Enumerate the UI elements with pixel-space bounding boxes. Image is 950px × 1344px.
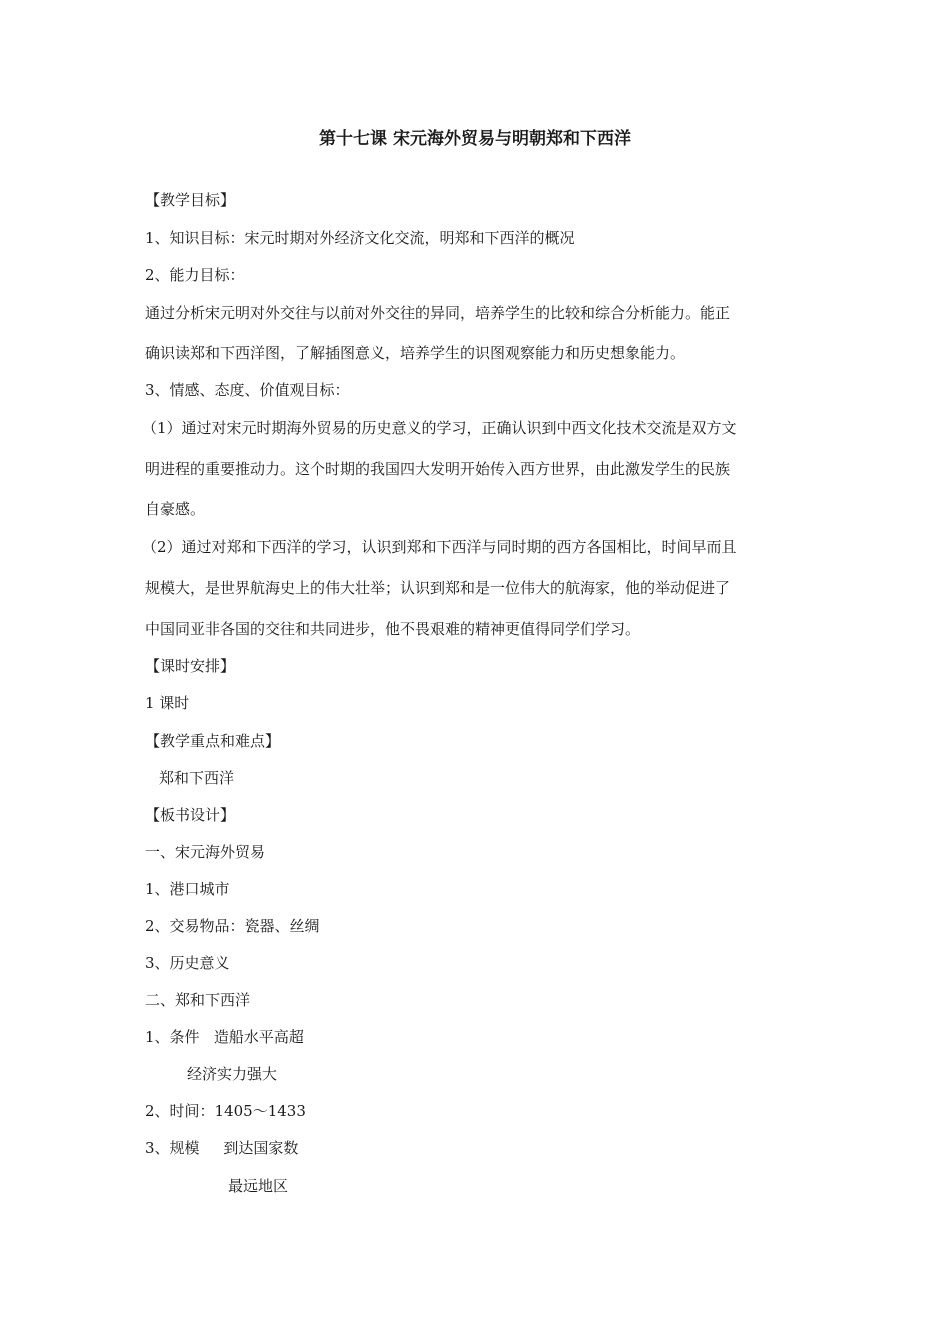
board-item-scale: 3、规模 到达国家数 bbox=[145, 1139, 299, 1157]
board-item-port-cities: 1、港口城市 bbox=[145, 880, 230, 898]
board-section-2: 二、郑和下西洋 bbox=[145, 991, 251, 1009]
emotion-goal-2-line-1: （2）通过对郑和下西洋的学习，认识到郑和下西洋与同时期的西方各国相比，时间早而且 bbox=[142, 538, 737, 556]
heading-key-points: 【教学重点和难点】 bbox=[145, 732, 281, 750]
emotion-goal-2-line-3: 中国同亚非各国的交往和共同进步，他不畏艰难的精神更值得同学们学习。 bbox=[145, 620, 641, 638]
document-title: 第十七课 宋元海外贸易与明朝郑和下西洋 bbox=[319, 129, 631, 149]
ability-goal-text-1: 通过分析宋元明对外交往与以前对外交往的异同，培养学生的比较和综合分析能力。能正 bbox=[145, 304, 731, 322]
board-item-conditions-2: 经济实力强大 bbox=[187, 1065, 278, 1083]
ability-goal-heading: 2、能力目标： bbox=[145, 266, 245, 284]
board-item-scale-2: 最远地区 bbox=[228, 1177, 289, 1195]
heading-board-design: 【板书设计】 bbox=[145, 806, 236, 824]
emotion-goal-2-line-2: 规模大，是世界航海史上的伟大壮举；认识到郑和是一位伟大的航海家，他的举动促进了 bbox=[145, 579, 731, 597]
emotion-goal-1-line-3: 自豪感。 bbox=[145, 500, 206, 518]
class-hours-value: 1 课时 bbox=[145, 694, 190, 712]
board-item-conditions: 1、条件 造船水平高超 bbox=[145, 1028, 304, 1046]
knowledge-goal-line: 1、知识目标：宋元时期对外经济文化交流，明郑和下西洋的概况 bbox=[145, 229, 575, 247]
ability-goal-text-2: 确识读郑和下西洋图，了解插图意义，培养学生的识图观察能力和历史想象能力。 bbox=[145, 344, 686, 362]
board-item-time: 2、时间：1405～1433 bbox=[145, 1102, 306, 1120]
heading-class-hours: 【课时安排】 bbox=[145, 657, 236, 675]
board-item-significance: 3、历史意义 bbox=[145, 954, 230, 972]
emotion-goal-1-line-1: （1）通过对宋元时期海外贸易的历史意义的学习，正确认识到中西文化技术交流是双方文 bbox=[142, 419, 737, 437]
heading-teaching-goals: 【教学目标】 bbox=[145, 191, 236, 209]
key-points-value: 郑和下西洋 bbox=[159, 769, 235, 787]
board-item-goods: 2、交易物品：瓷器、丝绸 bbox=[145, 917, 320, 935]
board-section-1: 一、宋元海外贸易 bbox=[145, 843, 266, 861]
emotion-goal-1-line-2: 明进程的重要推动力。这个时期的我国四大发明开始传入西方世界，由此激发学生的民族 bbox=[145, 460, 731, 478]
emotion-goal-heading: 3、情感、态度、价值观目标： bbox=[145, 381, 350, 399]
